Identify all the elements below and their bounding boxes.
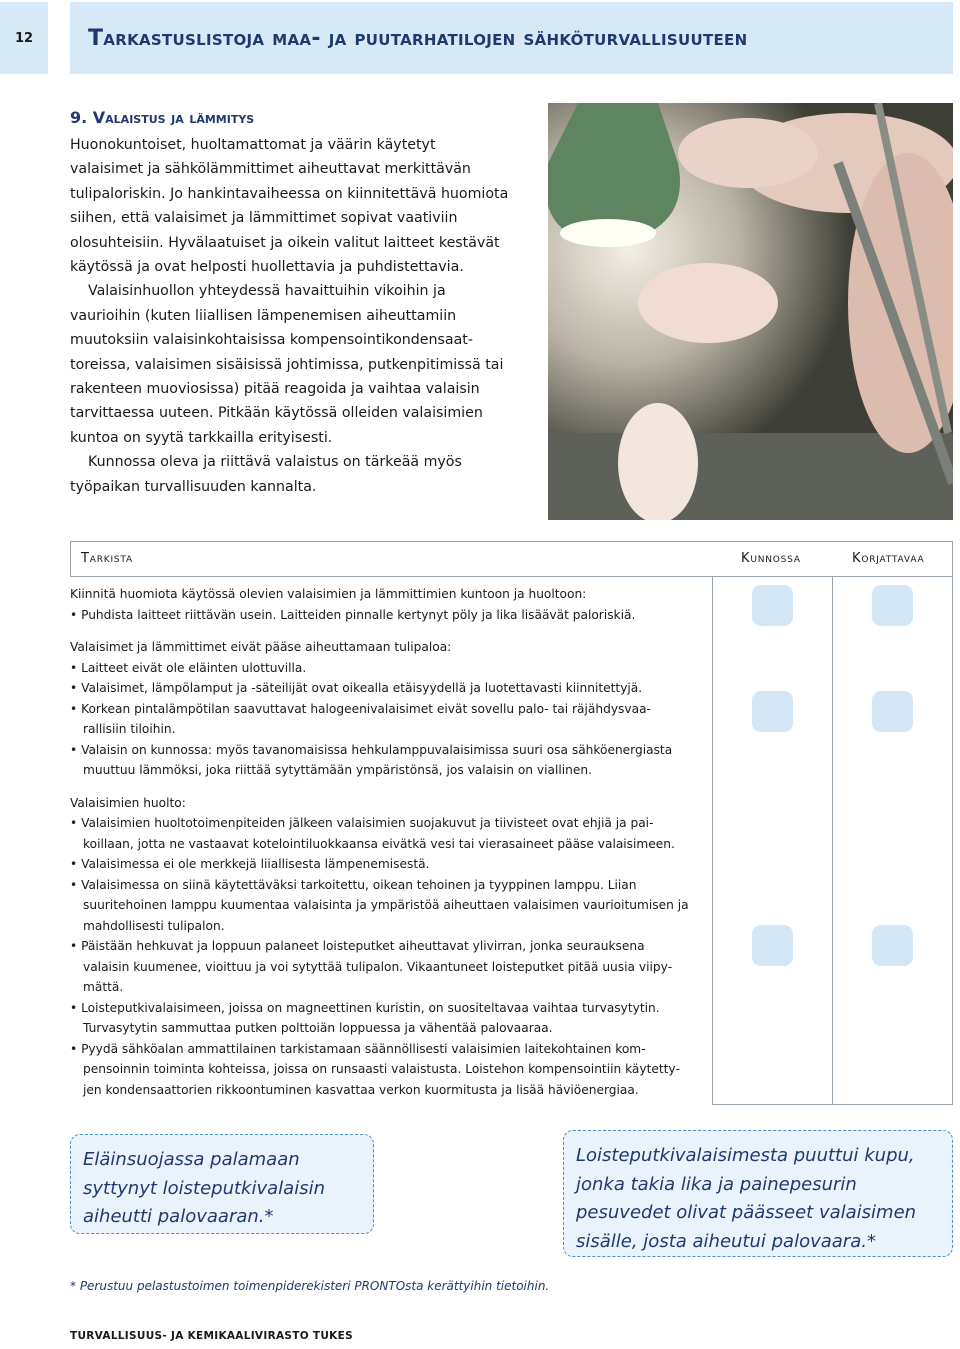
intro-paragraph: Kunnossa oleva ja riittävä valaistus on tärkeää myös työpaikan turvallisuuden kannalta. [70,454,462,495]
col-ok-header: Kunnossa [741,551,801,566]
intro-paragraph: Huonokuntoiset, huoltamattomat ja väärin käytetyt valaisimet ja sähkölämmittimet aiheuttavat merkittävän tulipaloriskin. Jo hankintavaiheessa on kiinnitettävä huomiota siihen, että valaisimet ja lämmittimet sopivat vaativiin olosuhteisiin. Hyvälaatuiset ja oikein valitut laitteet kestävät käytössä ja ovat helposti huollettavia ja puhdistettavia. [70,137,509,276]
checklist-group [70,793,690,1101]
list-item: • Loisteputkivalaisimeen, joissa on magneettinen kuristin, on suositeltavaa vaihtaa turvasytytin. Turvasytytin sammuttaa putken polttoiän loppuessa ja vähentää palovaaraa. [70,1000,660,1035]
list-item: • Valaisimet, lämpölamput ja -säteilijät ovat oikealla etäisyydellä ja luotettavasti kiinnitettyjä. [70,681,643,695]
footnote: * Perustuu pelastustoimen toimenpiderekisteri PRONTOsta kerättyihin tietoihin. [70,1279,550,1293]
group-label: Valaisimet ja lämmittimet eivät pääse aiheuttamaan tulipaloa: [70,640,452,654]
intro-text [70,133,510,499]
list-item: • Valaisin on kunnossa: myös tavanomaisissa hehkulamppuvalaisimissa suuri osa sähköenergiasta muuttuu lämmöksi, joka riittää sytyttämään ympäristönsä, jos valaisin on viallinen. [70,742,673,777]
col-check-header: Tarkista [81,551,133,566]
list-item: • Korkean pintalämpötilan saavuttavat halogeenivalaisimet eivät sovellu palo- tai räjähdysvaarallisiin tiloihin. [70,701,651,736]
checklist-group [70,637,690,781]
list-item: • Laitteet eivät ole eläinten ulottuvilla. [70,660,307,675]
checklist-group [70,584,690,625]
group-label: Kiinnitä huomiota käytössä olevien valaisimien ja lämmittimien kuntoon ja huoltoon: [70,587,587,601]
section-heading: 9. Valaistus ja lämmitys [70,108,255,127]
list-item: • Päistään hehkuvat ja loppuun palaneet loisteputket aiheuttavat ylivirran, jonka seurauksena valaisin kuumenee, vioittuu ja voi sytyttää tulipalon. Vikaantuneet loisteputket pitää uusia viipymättä. [70,939,673,994]
page-number: 12 [0,2,48,74]
title-bar [70,2,953,74]
publisher-footer: TURVALLISUUS- JA KEMIKAALIVIRASTO TUKES [70,1330,353,1342]
table-header [70,541,953,577]
group-label: Valaisimien huolto: [70,795,186,810]
ok-checkbox[interactable] [752,691,793,732]
column-divider [712,577,713,1104]
photo-illustration [548,103,953,520]
ok-checkbox[interactable] [752,585,793,626]
col-fix-header: Korjattavaa [852,551,925,566]
list-item: • Puhdista laitteet riittävän usein. Laitteiden pinnalle kertynyt pöly ja lika lisäävät paloriskiä. [70,607,636,622]
fix-checkbox[interactable] [872,585,913,626]
page-title: Tarkastuslistoja maa- ja puutarhatilojen sähköturvallisuuteen [88,25,748,51]
checklist-items [70,584,690,1112]
column-divider [832,577,833,1104]
table-bottom-border [712,1104,953,1105]
intro-paragraph: Valaisinhuollon yhteydessä havaittuihin vikoihin ja vaurioihin (kuten liiallisen lämpenemisen aiheuttamiin muutoksiin valaisinkohtaisissa kompensointikondensaattoreissa, valaisimen sisäisissä johtimissa, putkenpitimissä tai rakenteen muoviosissa) pitää reagoida ja vaihtaa valaisin tarvittaessa uuteen. Pitkään käytössä olleiden valaisimien kuntoa on syytä tarkkailla erityisesti. [70,283,504,446]
list-item: • Pyydä sähköalan ammattilainen tarkistamaan säännöllisesti valaisimien laitekohtainen kompensoinnin toiminta kohteissa, joissa on runsaasti valaistusta. Loistehon kompensointiin käytettyjen kondensaattorien rikkoontuminen kasvattaa verkon kuormitusta ja lisää häviöenergiaa. [70,1041,681,1097]
list-item: • Valaisimien huoltotoimenpiteiden jälkeen valaisimien suojakuvut ja tiivisteet ovat ehjiä ja paikoillaan, jotta ne vastaavat kotelointiluokkaansa eivätkä vesi tai vierasaineet pääse valaisimeen. [70,816,675,851]
ok-checkbox[interactable] [752,925,793,966]
list-item: • Valaisimessa on siinä käytettäväksi tarkoitettu, oikean tehoinen ja tyyppinen lamppu. Liian suuritehoinen lamppu kuumentaa valaisinta ja ympäristöä aiheuttaen valaisimen vaurioitumisen ja mahdollisesti tulipalon. [70,877,689,933]
fix-checkbox[interactable] [872,691,913,732]
fix-checkbox[interactable] [872,925,913,966]
note-box-left: Eläinsuojassa palamaan syttynyt loisteputkivalaisin aiheutti palovaaran.* [70,1134,374,1234]
list-item: • Valaisimessa ei ole merkkejä liiallisesta lämpenemisestä. [70,857,430,871]
column-divider [952,577,953,1104]
note-box-right: Loisteputkivalaisimesta puuttui kupu, jonka takia lika ja painepesurin pesuvedet olivat päässeet valaisimen sisälle, josta aiheutui palovaara.* [563,1130,953,1257]
piglets-heat-lamp-photo [548,103,953,520]
